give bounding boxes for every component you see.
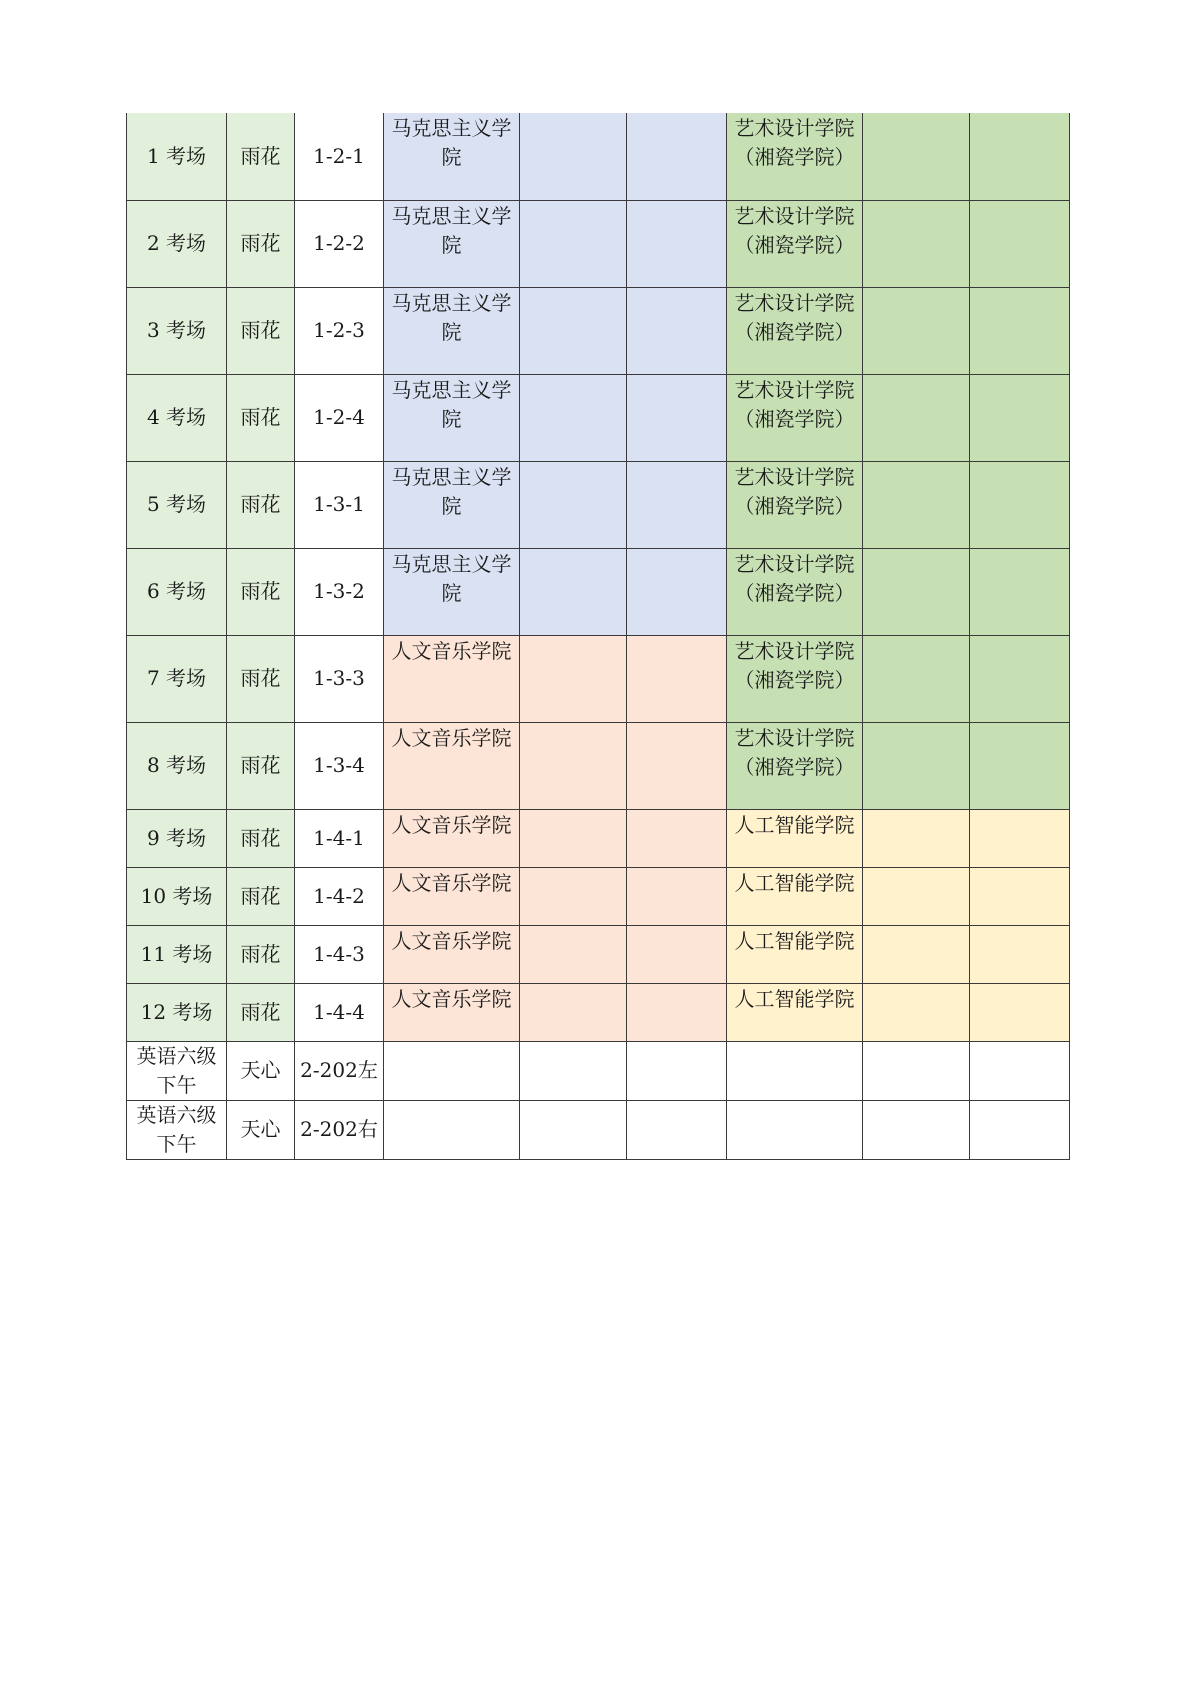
college-b-cell: 艺术设计学院（湘瓷学院） (727, 287, 863, 374)
blank-cell (520, 200, 627, 287)
college-a-cell: 人文音乐学院 (384, 722, 520, 809)
blank-cell (627, 1041, 727, 1100)
college-a-cell (384, 1041, 520, 1100)
blank-cell (520, 722, 627, 809)
seat-cell: 1-2-4 (295, 374, 384, 461)
college-a-cell: 马克思主义学院 (384, 287, 520, 374)
college-a-cell (384, 1100, 520, 1159)
seat-cell: 1-4-2 (295, 867, 384, 925)
blank-cell (863, 374, 970, 461)
blank-cell (627, 374, 727, 461)
room-cell: 11 考场 (127, 925, 227, 983)
table-row (127, 983, 1070, 1041)
blank-cell (520, 113, 627, 200)
blank-cell (863, 809, 970, 867)
college-b-cell: 艺术设计学院（湘瓷学院） (727, 548, 863, 635)
blank-cell (863, 722, 970, 809)
table-row (127, 461, 1070, 548)
college-b-cell: 艺术设计学院（湘瓷学院） (727, 461, 863, 548)
seat-cell: 1-4-3 (295, 925, 384, 983)
room-cell: 1 考场 (127, 113, 227, 200)
table-row (127, 374, 1070, 461)
blank-cell (520, 287, 627, 374)
blank-cell (627, 113, 727, 200)
campus-cell: 雨花 (227, 548, 295, 635)
table-row (127, 200, 1070, 287)
room-cell: 2 考场 (127, 200, 227, 287)
college-b-cell (727, 1041, 863, 1100)
table-row (127, 635, 1070, 722)
room-cell: 7 考场 (127, 635, 227, 722)
college-a-cell: 马克思主义学院 (384, 200, 520, 287)
blank-cell (520, 809, 627, 867)
college-a-cell: 马克思主义学院 (384, 461, 520, 548)
blank-cell (863, 635, 970, 722)
college-a-cell: 马克思主义学院 (384, 548, 520, 635)
blank-cell (970, 1041, 1070, 1100)
campus-cell: 雨花 (227, 635, 295, 722)
blank-cell (627, 809, 727, 867)
college-a-cell: 人文音乐学院 (384, 867, 520, 925)
campus-cell: 天心 (227, 1041, 295, 1100)
blank-cell (520, 548, 627, 635)
campus-cell: 雨花 (227, 461, 295, 548)
seat-cell: 1-2-3 (295, 287, 384, 374)
campus-cell: 雨花 (227, 374, 295, 461)
college-b-cell: 人工智能学院 (727, 809, 863, 867)
table-row (127, 809, 1070, 867)
college-b-cell: 艺术设计学院（湘瓷学院） (727, 113, 863, 200)
room-cell: 英语六级下午 (127, 1100, 227, 1159)
blank-cell (520, 1100, 627, 1159)
seat-cell: 2-202左 (295, 1041, 384, 1100)
blank-cell (970, 200, 1070, 287)
blank-cell (970, 374, 1070, 461)
campus-cell: 雨花 (227, 867, 295, 925)
college-b-cell (727, 1100, 863, 1159)
blank-cell (627, 461, 727, 548)
college-a-cell: 马克思主义学院 (384, 374, 520, 461)
seat-cell: 1-3-1 (295, 461, 384, 548)
blank-cell (970, 867, 1070, 925)
table-row (127, 722, 1070, 809)
blank-cell (970, 809, 1070, 867)
campus-cell: 天心 (227, 1100, 295, 1159)
blank-cell (863, 461, 970, 548)
blank-cell (863, 287, 970, 374)
seat-cell: 1-4-1 (295, 809, 384, 867)
blank-cell (863, 867, 970, 925)
college-b-cell: 人工智能学院 (727, 983, 863, 1041)
table-row (127, 1100, 1070, 1159)
table-row (127, 867, 1070, 925)
seat-cell: 1-3-2 (295, 548, 384, 635)
table-row (127, 925, 1070, 983)
seat-cell: 1-2-1 (295, 113, 384, 200)
college-b-cell: 艺术设计学院（湘瓷学院） (727, 374, 863, 461)
campus-cell: 雨花 (227, 809, 295, 867)
college-b-cell: 艺术设计学院（湘瓷学院） (727, 635, 863, 722)
blank-cell (970, 635, 1070, 722)
college-b-cell: 人工智能学院 (727, 867, 863, 925)
room-cell: 9 考场 (127, 809, 227, 867)
blank-cell (627, 925, 727, 983)
campus-cell: 雨花 (227, 722, 295, 809)
blank-cell (970, 548, 1070, 635)
blank-cell (627, 200, 727, 287)
table-body (127, 113, 1070, 1159)
college-a-cell: 人文音乐学院 (384, 809, 520, 867)
blank-cell (970, 1100, 1070, 1159)
campus-cell: 雨花 (227, 925, 295, 983)
room-cell: 3 考场 (127, 287, 227, 374)
room-cell: 4 考场 (127, 374, 227, 461)
blank-cell (863, 925, 970, 983)
blank-cell (970, 722, 1070, 809)
room-cell: 8 考场 (127, 722, 227, 809)
blank-cell (627, 287, 727, 374)
room-cell: 6 考场 (127, 548, 227, 635)
blank-cell (520, 867, 627, 925)
seat-cell: 1-2-2 (295, 200, 384, 287)
table-row (127, 287, 1070, 374)
blank-cell (970, 983, 1070, 1041)
blank-cell (863, 983, 970, 1041)
college-a-cell: 马克思主义学院 (384, 113, 520, 200)
blank-cell (520, 983, 627, 1041)
room-cell: 英语六级下午 (127, 1041, 227, 1100)
blank-cell (863, 113, 970, 200)
table-row (127, 1041, 1070, 1100)
college-a-cell: 人文音乐学院 (384, 635, 520, 722)
campus-cell: 雨花 (227, 113, 295, 200)
blank-cell (520, 635, 627, 722)
blank-cell (863, 548, 970, 635)
campus-cell: 雨花 (227, 200, 295, 287)
seat-cell: 1-4-4 (295, 983, 384, 1041)
room-cell: 12 考场 (127, 983, 227, 1041)
blank-cell (627, 722, 727, 809)
blank-cell (970, 287, 1070, 374)
blank-cell (627, 635, 727, 722)
blank-cell (970, 113, 1070, 200)
seat-cell: 2-202右 (295, 1100, 384, 1159)
table-row (127, 113, 1070, 200)
blank-cell (627, 867, 727, 925)
campus-cell: 雨花 (227, 287, 295, 374)
college-a-cell: 人文音乐学院 (384, 925, 520, 983)
blank-cell (520, 925, 627, 983)
seat-cell: 1-3-4 (295, 722, 384, 809)
blank-cell (863, 1041, 970, 1100)
blank-cell (627, 548, 727, 635)
table-row (127, 548, 1070, 635)
college-b-cell: 人工智能学院 (727, 925, 863, 983)
blank-cell (520, 374, 627, 461)
campus-cell: 雨花 (227, 983, 295, 1041)
room-cell: 5 考场 (127, 461, 227, 548)
blank-cell (627, 983, 727, 1041)
seat-cell: 1-3-3 (295, 635, 384, 722)
blank-cell (970, 461, 1070, 548)
blank-cell (863, 200, 970, 287)
blank-cell (627, 1100, 727, 1159)
blank-cell (520, 461, 627, 548)
room-cell: 10 考场 (127, 867, 227, 925)
college-b-cell: 艺术设计学院（湘瓷学院） (727, 722, 863, 809)
college-b-cell: 艺术设计学院（湘瓷学院） (727, 200, 863, 287)
exam-room-table (126, 113, 1070, 1160)
blank-cell (970, 925, 1070, 983)
college-a-cell: 人文音乐学院 (384, 983, 520, 1041)
blank-cell (863, 1100, 970, 1159)
blank-cell (520, 1041, 627, 1100)
